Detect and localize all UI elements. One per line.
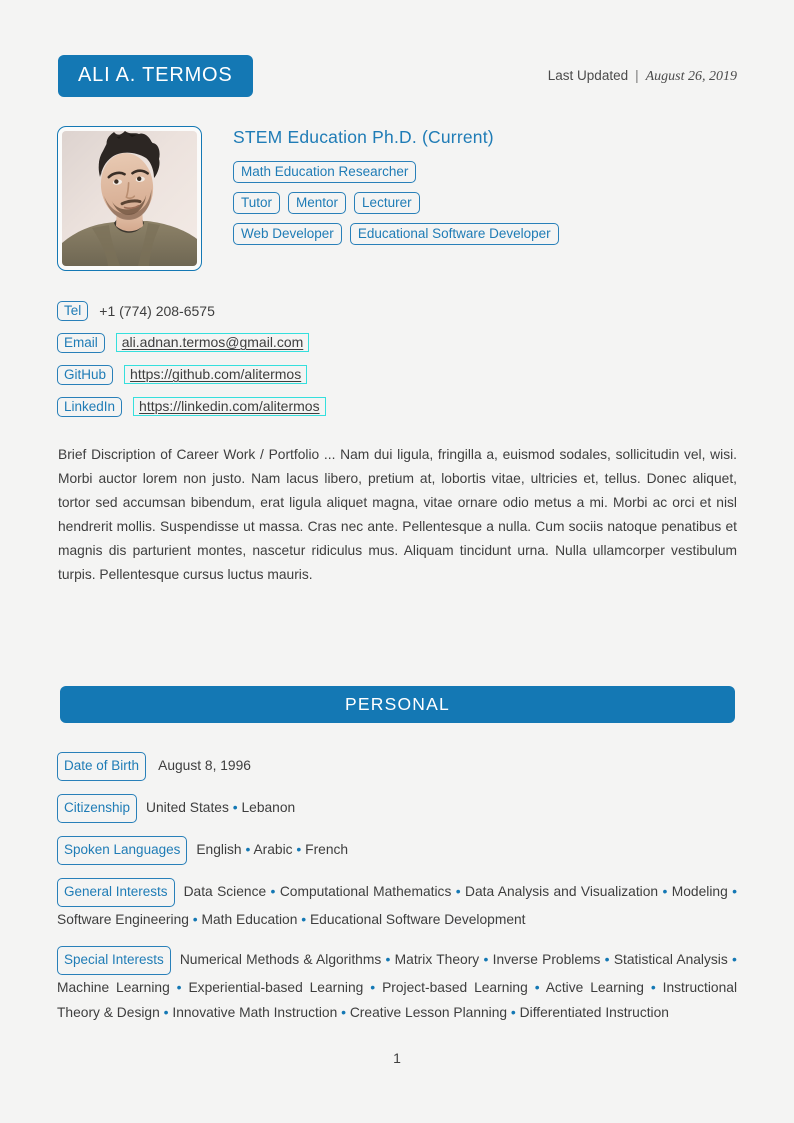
list-item: Software Engineering	[57, 912, 189, 927]
bullet-separator: •	[245, 841, 251, 857]
bullet-separator: •	[732, 951, 737, 967]
list-item: Experiential-based Learning	[188, 980, 364, 995]
last-updated	[548, 68, 737, 85]
last-updated-label: Last Updated	[547, 67, 629, 83]
row-date-of-birth	[57, 752, 737, 781]
list-item: Differentiated Instruction	[519, 1005, 669, 1020]
role-tag: Mentor	[288, 192, 346, 214]
row-special-interests	[57, 946, 737, 1025]
contact-row-github	[57, 363, 326, 386]
list-item: Statistical Analysis	[613, 952, 728, 967]
bullet-separator: •	[650, 979, 656, 995]
header	[58, 55, 737, 97]
bullet-separator: •	[732, 883, 738, 899]
bullet-separator: •	[163, 1004, 169, 1020]
tel-value: +1 (774) 208-6575	[99, 302, 215, 319]
list-item: Data Analysis and Visualization	[465, 884, 659, 899]
citizenship-label: Citizenship	[57, 794, 137, 823]
row-citizenship	[57, 794, 737, 823]
bullet-separator: •	[341, 1004, 346, 1020]
list-item: Innovative Math Instruction	[172, 1005, 338, 1020]
date-of-birth-value: August 8, 1996	[158, 758, 251, 773]
separator-bar: |	[635, 67, 639, 83]
languages-list	[196, 842, 348, 857]
bullet-separator: •	[662, 883, 668, 899]
list-item: Data Science	[183, 884, 267, 899]
contact-section	[57, 299, 326, 427]
list-item: Math Education	[201, 912, 298, 927]
list-item: Matrix Theory	[394, 952, 480, 967]
section-title: PERSONAL	[345, 694, 450, 714]
profile-photo-frame	[57, 126, 202, 271]
role-tag: Educational Software Developer	[350, 223, 559, 245]
page-number: 1	[393, 1050, 401, 1066]
bullet-separator: •	[385, 951, 391, 967]
list-item: Inverse Problems	[492, 952, 601, 967]
role-tags	[233, 161, 713, 245]
last-updated-date: August 26, 2019	[645, 68, 737, 84]
github-link[interactable]: https://github.com/alitermos	[124, 365, 307, 384]
list-item: Machine Learning	[57, 980, 170, 995]
list-item: Lebanon	[241, 800, 296, 815]
bullet-separator: •	[534, 979, 540, 995]
bullet-separator: •	[483, 951, 489, 967]
bullet-separator: •	[301, 911, 307, 927]
linkedin-link[interactable]: https://linkedin.com/alitermos	[133, 397, 326, 416]
profile-info	[233, 127, 713, 254]
date-of-birth-label: Date of Birth	[57, 752, 146, 781]
email-label: Email	[57, 333, 105, 353]
list-item: Arabic	[253, 842, 293, 857]
degree-title: STEM Education Ph.D. (Current)	[233, 127, 494, 147]
list-item: French	[305, 842, 349, 857]
list-item: English	[196, 842, 242, 857]
profile-photo	[62, 131, 197, 266]
bullet-separator: •	[176, 979, 182, 995]
citizenship-list	[146, 800, 295, 815]
section-header-personal	[60, 686, 735, 723]
list-item: Active Learning	[545, 980, 644, 995]
email-link[interactable]: ali.adnan.termos@gmail.com	[116, 333, 310, 352]
general-interests-label: General Interests	[57, 878, 175, 907]
bullet-separator: •	[296, 841, 302, 857]
bullet-separator: •	[604, 951, 610, 967]
summary-paragraph: Brief Discription of Career Work / Portfolio ... Nam dui ligula, fringilla a, euismod sodales, sollicitudin vel, wisi. Morbi auctor lorem non justo. Nam lacus libero, pretium at, lobortis vitae, ultricies et, tellus. Donec aliquet, tortor sed accumsan bibendum, erat ligula aliquet magna, vitae ornare odio metus a mi. Morbi ac orci et nisl hendrerit mollis. Suspendisse ut massa. Cras nec ante. Pellentesque a nulla. Cum sociis natoque penatibus et magnis dis parturient montes, nascetur ridiculus mus. Aliquam tincidunt urna. Nulla ullamcorper vestibulum turpis. Pellentesque cursus luctus mauris.	[58, 447, 737, 582]
special-interests-label: Special Interests	[57, 946, 171, 975]
bullet-separator: •	[270, 883, 276, 899]
bullet-separator: •	[455, 883, 461, 899]
bullet-separator: •	[510, 1004, 516, 1020]
personal-section	[57, 752, 737, 1038]
list-item: Computational Mathematics	[279, 884, 452, 899]
tel-label: Tel	[57, 301, 88, 321]
contact-row-email	[57, 331, 326, 354]
name-badge: ALI A. TERMOS	[58, 55, 253, 97]
contact-row-tel	[57, 299, 326, 322]
list-item: Modeling	[671, 884, 728, 899]
role-tag: Web Developer	[233, 223, 342, 245]
tag-row	[233, 192, 713, 214]
tag-row	[233, 161, 713, 183]
bullet-separator: •	[370, 979, 376, 995]
linkedin-label: LinkedIn	[57, 397, 122, 417]
list-item: Instructional Theory & Design	[57, 980, 738, 1020]
github-label: GitHub	[57, 365, 113, 385]
list-item: Educational Software Development	[309, 912, 526, 927]
tag-row	[233, 223, 713, 245]
list-item: United States	[146, 800, 229, 815]
list-item: Creative Lesson Planning	[349, 1005, 508, 1020]
spoken-languages-label: Spoken Languages	[57, 836, 187, 865]
role-tag: Tutor	[233, 192, 280, 214]
role-tag: Lecturer	[354, 192, 420, 214]
bullet-separator: •	[192, 911, 198, 927]
row-general-interests	[57, 878, 737, 932]
list-item: Project-based Learning	[382, 980, 528, 995]
bullet-separator: •	[232, 799, 238, 815]
role-tag: Math Education Researcher	[233, 161, 416, 183]
list-item: Numerical Methods & Algorithms	[179, 952, 382, 967]
contact-row-linkedin	[57, 395, 326, 418]
row-spoken-languages	[57, 836, 737, 865]
